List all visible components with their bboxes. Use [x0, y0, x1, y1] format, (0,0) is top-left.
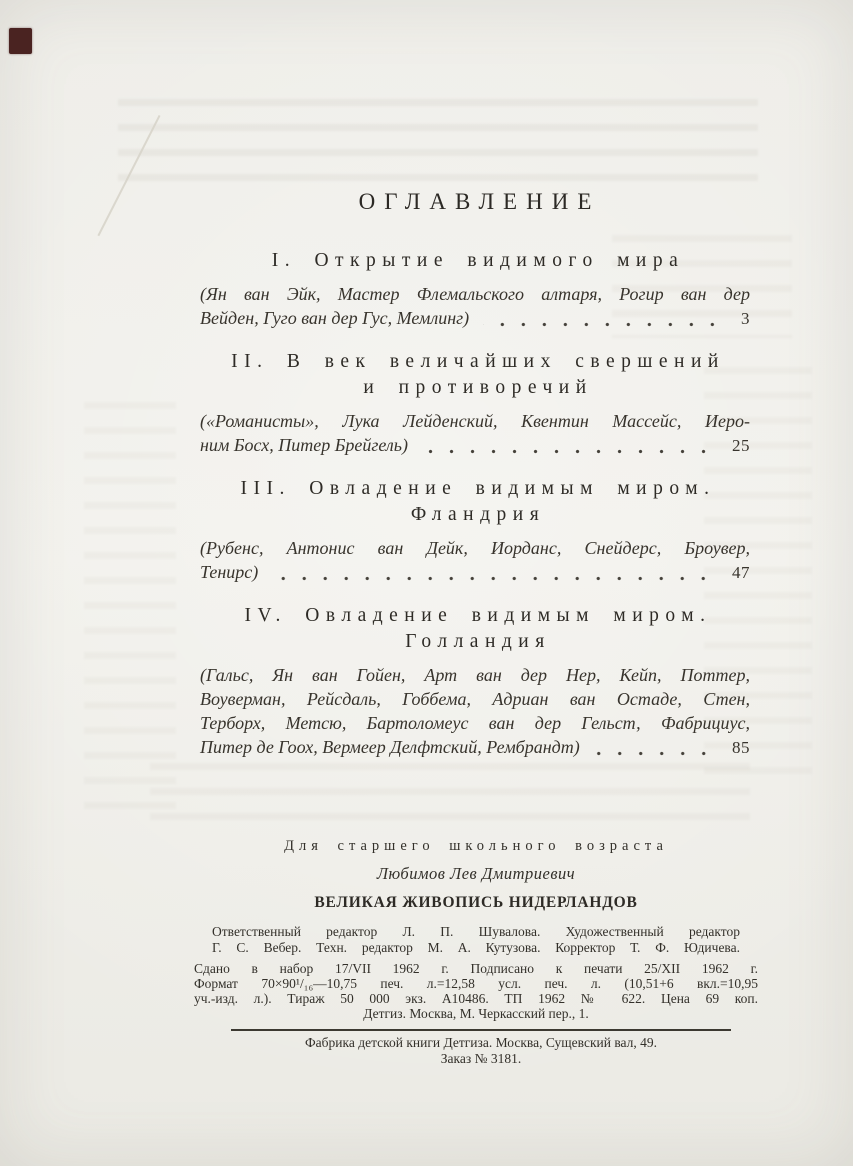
printer-block — [231, 1035, 731, 1066]
printer-line: Фабрика детской книги Детгиза. Москва, Сущевский вал, 49. — [305, 1035, 657, 1050]
toc-section — [200, 248, 750, 331]
toc-section — [200, 603, 750, 760]
section-artists-line: ним Босх, Питер Брейгель) — [200, 435, 408, 455]
section-artists-line: Воуверман, Рейсдаль, Гоббема, Адриан ван Остаде, Стен, — [200, 689, 750, 709]
imprint-block — [170, 838, 782, 1066]
editors-line: Ответственный редактор Л. П. Шувалова. Художественный редактор — [212, 924, 740, 939]
section-artists-line: (Рубенс, Антонис ван Дейк, Иорданс, Снейдерс, Броувер, — [200, 538, 750, 558]
divider-rule — [231, 1029, 731, 1031]
section-artists-list — [200, 282, 750, 331]
page-number: 85 — [732, 738, 750, 757]
section-heading-line: IV. Овладение видимым миром. — [244, 605, 712, 626]
colophon-line: Сдано в набор 17/VII 1962 г. Подписано к печати 25/XII 1962 г. — [194, 961, 758, 976]
page-number: 47 — [732, 563, 750, 582]
printer-line: Заказ № 3181. — [440, 1050, 522, 1066]
colophon-line: уч.-изд. л.). Тираж 50 000 экз. А10486. ТП 1962 № 622. Цена 69 коп. — [194, 991, 758, 1006]
toc-section — [200, 349, 750, 458]
page-number: 3 — [741, 309, 750, 328]
colophon-line: Детгиз. Москва, М. Черкасский пер., 1. — [363, 1006, 589, 1021]
colophon-line: Формат 70×90¹/₁₆—10,75 печ. л.=12,58 усл. печ. л. (10,51+6 вкл.=10,95 — [194, 976, 758, 991]
section-artists-list — [200, 409, 750, 458]
audience-note: Для старшего школьного возраста — [284, 838, 668, 854]
section-heading-line: II. В век величайших свершений — [231, 351, 725, 372]
book-title: ВЕЛИКАЯ ЖИВОПИСЬ НИДЕРЛАНДОВ — [314, 894, 638, 911]
section-last-line — [200, 560, 750, 585]
section-artists-list — [200, 663, 750, 760]
colophon-block — [194, 961, 758, 1021]
dot-leader — [422, 449, 722, 454]
section-heading-line: III. Овладение видимым миром. — [240, 478, 716, 499]
page-title: ОГЛАВЛЕНИЕ — [358, 189, 601, 214]
section-heading-line: I. Открытие видимого мира — [271, 250, 685, 271]
dot-leader — [594, 751, 722, 756]
editors-block — [212, 924, 740, 955]
toc-column — [200, 0, 750, 760]
section-artists-line: Терборх, Метсю, Бартоломеус ван дер Гельст, Фабрициус, — [200, 713, 750, 733]
section-artists-line: Тенирс) — [200, 562, 259, 582]
section-last-line — [200, 433, 750, 458]
section-heading-line: Фландрия — [410, 504, 546, 525]
section-artists-list — [200, 536, 750, 585]
editors-line: Г. С. Вебер. Техн. редактор М. А. Кутузова. Корректор Т. Ф. Юдичева. — [212, 939, 740, 955]
scan-scratch-line — [97, 115, 160, 236]
section-heading-line: Голландия — [405, 631, 551, 652]
bleedthrough-texture — [84, 395, 176, 825]
dot-leader — [272, 576, 722, 581]
section-artists-line: («Романисты», Лука Лейденский, Квентин Массейс, Иеро- — [200, 411, 750, 431]
page-number: 25 — [732, 436, 750, 455]
section-last-line — [200, 306, 750, 331]
toc-list — [200, 248, 750, 760]
section-last-line — [200, 735, 750, 760]
dot-leader — [483, 322, 731, 327]
bleedthrough-texture — [150, 756, 750, 834]
section-artists-line: (Ян ван Эйк, Мастер Флемальского алтаря, Рогир ван дер — [200, 284, 750, 304]
author-name: Любимов Лев Дмитриевич — [376, 864, 576, 883]
section-artists-line: (Гальс, Ян ван Гойен, Арт ван дер Нер, Кейп, Поттер, — [200, 665, 750, 685]
section-artists-line: Вейден, Гуго ван дер Гус, Мемлинг) — [200, 308, 470, 328]
toc-section — [200, 476, 750, 585]
section-heading-line: и противоречий — [363, 377, 593, 398]
section-artists-line: Питер де Гоох, Вермеер Делфтский, Рембрандт) — [200, 737, 580, 757]
scan-corner-artifact — [9, 28, 32, 54]
